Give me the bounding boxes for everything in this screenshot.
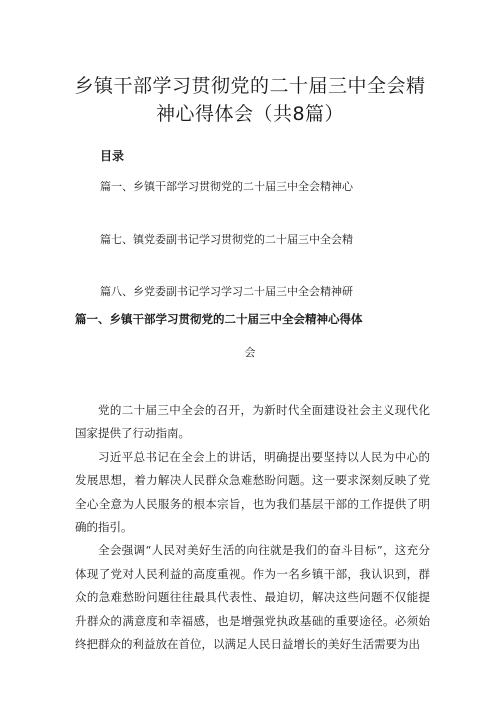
body-text: [75, 399, 430, 656]
paragraph: 党的二十届三中全会的召开，为新时代全面建设社会主义现代化国家提供了行动指南。: [75, 403, 430, 441]
title-line-2: 神心得体会（共8篇）: [155, 103, 345, 125]
paragraph: 习近平总书记在全会上的讲话，明确提出要坚持以人民为中心的发展思想，着力解决人民群众急难愁盼问题。这一要求深刻反映了党全心全意为人民服务的根本宗旨，也为我们基层干部的工作提供了明确的指引。: [75, 449, 430, 535]
toc-item-7[interactable]: 篇七、镇党委副书记学习贯彻党的二十届三中全会精: [100, 233, 353, 246]
paragraph: 全会强调“人民对美好生活的向往就是我们的奋斗目标”，这充分体现了党对人民利益的高度重视。作为一名乡镇干部，我认识到，群众的急难愁盼问题往往最具代表性、最迫切，解决这些问题不仅能提升群众的满意度和幸福感，也是增强党执政基础的重要途径。必须始终把群众的利益放在首位，以满足人民日益增长的美好生活需要为出: [75, 543, 430, 652]
toc-item-1[interactable]: 篇一、乡镇干部学习贯彻党的二十届三中全会精神心: [100, 180, 353, 193]
toc-heading: 目录: [100, 149, 125, 163]
section-heading-continuation: 会: [244, 346, 256, 359]
toc-item-8[interactable]: 篇八、乡党委副书记学习学习二十届三中全会精神研: [100, 285, 353, 298]
title-line-1: 乡镇干部学习贯彻党的二十届三中全会精: [74, 75, 426, 97]
document-title: [60, 72, 440, 128]
section-heading: 篇一、乡镇干部学习贯彻党的二十届三中全会精神心得体: [75, 312, 363, 326]
